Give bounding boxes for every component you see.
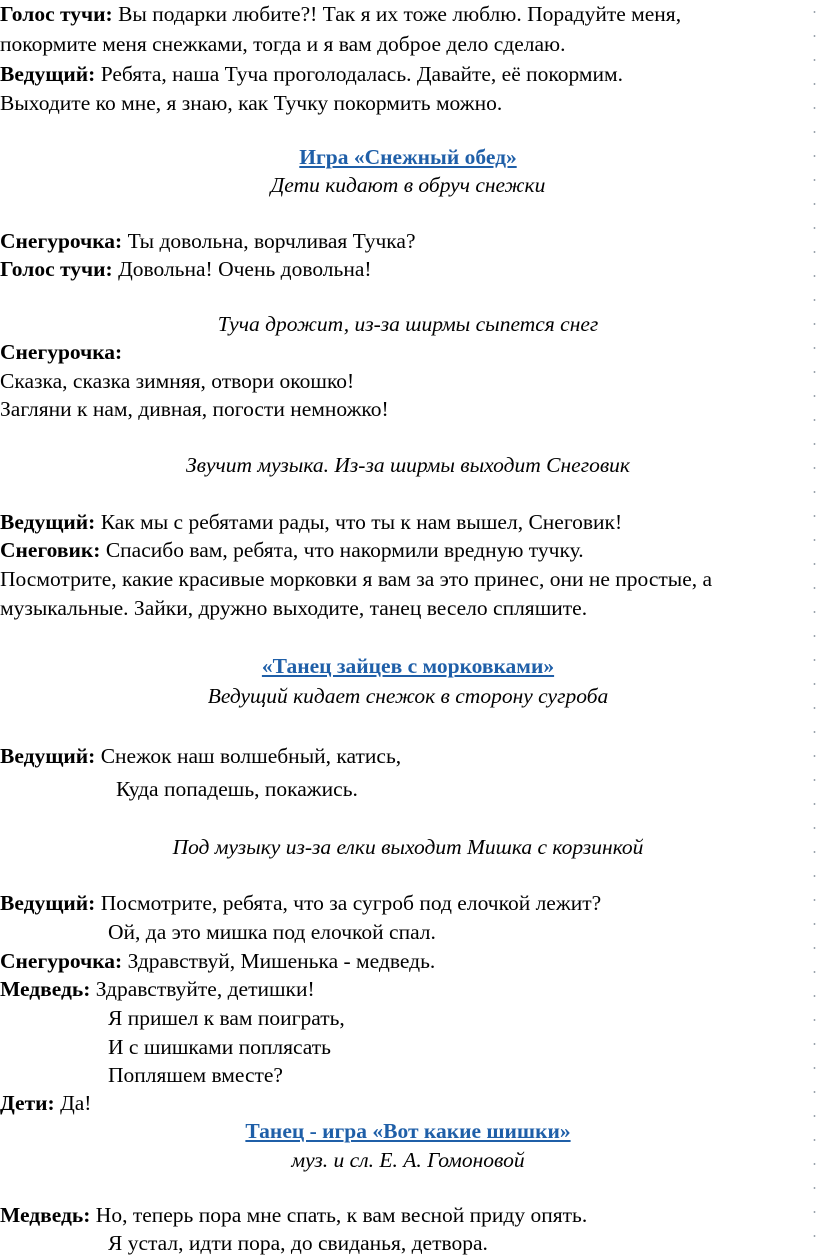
dialogue-line — [0, 0, 681, 30]
dialogue-line — [0, 594, 587, 624]
dialogue-line — [116, 775, 358, 805]
speech: Вы подарки любите?! Так я их тоже люблю. Порадуйте меня, — [112, 2, 682, 26]
speaker: Снегурочка: — [0, 340, 123, 364]
speech: Ребята, наша Туча проголодалась. Давайте, её покормим. — [95, 62, 624, 86]
stage-direction: муз. и сл. Е. А. Гомоновой — [291, 1148, 525, 1172]
speech: Как мы с ребятами рады, что ты к нам вышел, Снеговик! — [95, 510, 623, 534]
speech: Довольна! Очень довольна! — [112, 257, 372, 281]
dialogue-line — [0, 536, 584, 566]
dialogue-line — [0, 947, 435, 977]
dialogue-line — [0, 1089, 91, 1119]
speech: И с шишками поплясать — [108, 1035, 331, 1059]
dialogue-line — [0, 227, 416, 257]
dialogue-line — [0, 395, 389, 425]
speech: Здравствуйте, детишки! — [90, 977, 315, 1001]
dialogue-line — [108, 1229, 488, 1259]
speech: Да! — [54, 1091, 92, 1115]
section-title[interactable]: Танец - игра «Вот какие шишки» — [245, 1119, 571, 1143]
speech: Ты довольна, ворчливая Тучка? — [122, 229, 416, 253]
speaker: Ведущий: — [0, 891, 96, 915]
dialogue-line — [0, 367, 354, 397]
section-title[interactable]: «Танец зайцев с морковками» — [261, 654, 555, 678]
dialogue-line — [0, 30, 565, 60]
section-title[interactable]: Игра «Снежный обед» — [299, 145, 517, 169]
speech: Спасибо вам, ребята, что накормили вредную тучку. — [100, 538, 584, 562]
speech: Я пришел к вам поиграть, — [108, 1006, 345, 1030]
speaker: Ведущий: — [0, 510, 96, 534]
speaker: Дети: — [0, 1091, 55, 1115]
speech: Посмотрите, какие красивые морковки я вам за это принес, они не простые, а — [0, 567, 713, 591]
speech: Посмотрите, ребята, что за сугроб под елочкой лежит? — [95, 891, 602, 915]
dialogue-line — [0, 742, 401, 772]
speaker: Голос тучи: — [0, 257, 113, 281]
stage-direction: Дети кидают в обруч снежки — [270, 173, 546, 197]
speech: музыкальные. Зайки, дружно выходите, танец весело спляшите. — [0, 596, 588, 620]
dialogue-line — [0, 565, 712, 595]
speaker: Медведь: — [0, 1203, 91, 1227]
speaker: Голос тучи: — [0, 2, 113, 26]
stage-direction: Туча дрожит, из-за ширмы сыпется снег — [217, 312, 599, 336]
dialogue-line — [108, 1004, 345, 1034]
dialogue-line — [0, 975, 315, 1005]
dialogue-line — [0, 255, 372, 285]
dialogue-line — [0, 508, 622, 538]
speaker: Медведь: — [0, 977, 91, 1001]
dialogue-line — [0, 60, 623, 90]
dialogue-line — [0, 889, 601, 919]
dialogue-line — [0, 1201, 587, 1231]
speech: Здравствуй, Мишенька - медведь. — [122, 949, 436, 973]
speech: Выходите ко мне, я знаю, как Тучку покормить можно. — [0, 91, 503, 115]
speech: Загляни к нам, дивная, погости немножко! — [0, 397, 389, 421]
speaker: Снеговик: — [0, 538, 101, 562]
dialogue-line — [0, 338, 122, 368]
speech: Я устал, идти пора, до свиданья, детвора. — [108, 1231, 488, 1255]
speaker: Ведущий: — [0, 62, 96, 86]
stage-direction: Ведущий кидает снежок в сторону сугроба — [207, 684, 609, 708]
speaker: Ведущий: — [0, 744, 96, 768]
speech: Попляшем вместе? — [108, 1063, 283, 1087]
speech: Снежок наш волшебный, катись, — [95, 744, 402, 768]
dialogue-line — [0, 89, 502, 119]
speech: покормите меня снежками, тогда и я вам доброе дело сделаю. — [0, 32, 566, 56]
dialogue-line — [108, 1061, 283, 1091]
speech: Но, теперь пора мне спать, к вам весной приду опять. — [90, 1203, 588, 1227]
speaker: Снегурочка: — [0, 229, 123, 253]
stage-direction: Звучит музыка. Из-за ширмы выходит Снеговик — [185, 453, 630, 477]
speaker: Снегурочка: — [0, 949, 123, 973]
dialogue-line — [108, 1033, 331, 1063]
speech: Ой, да это мишка под елочкой спал. — [108, 920, 436, 944]
stage-direction: Под музыку из-за елки выходит Мишка с корзинкой — [172, 835, 644, 859]
speech: Куда попадешь, покажись. — [116, 777, 358, 801]
dialogue-line — [108, 918, 436, 948]
speech: Сказка, сказка зимняя, отвори окошко! — [0, 369, 355, 393]
